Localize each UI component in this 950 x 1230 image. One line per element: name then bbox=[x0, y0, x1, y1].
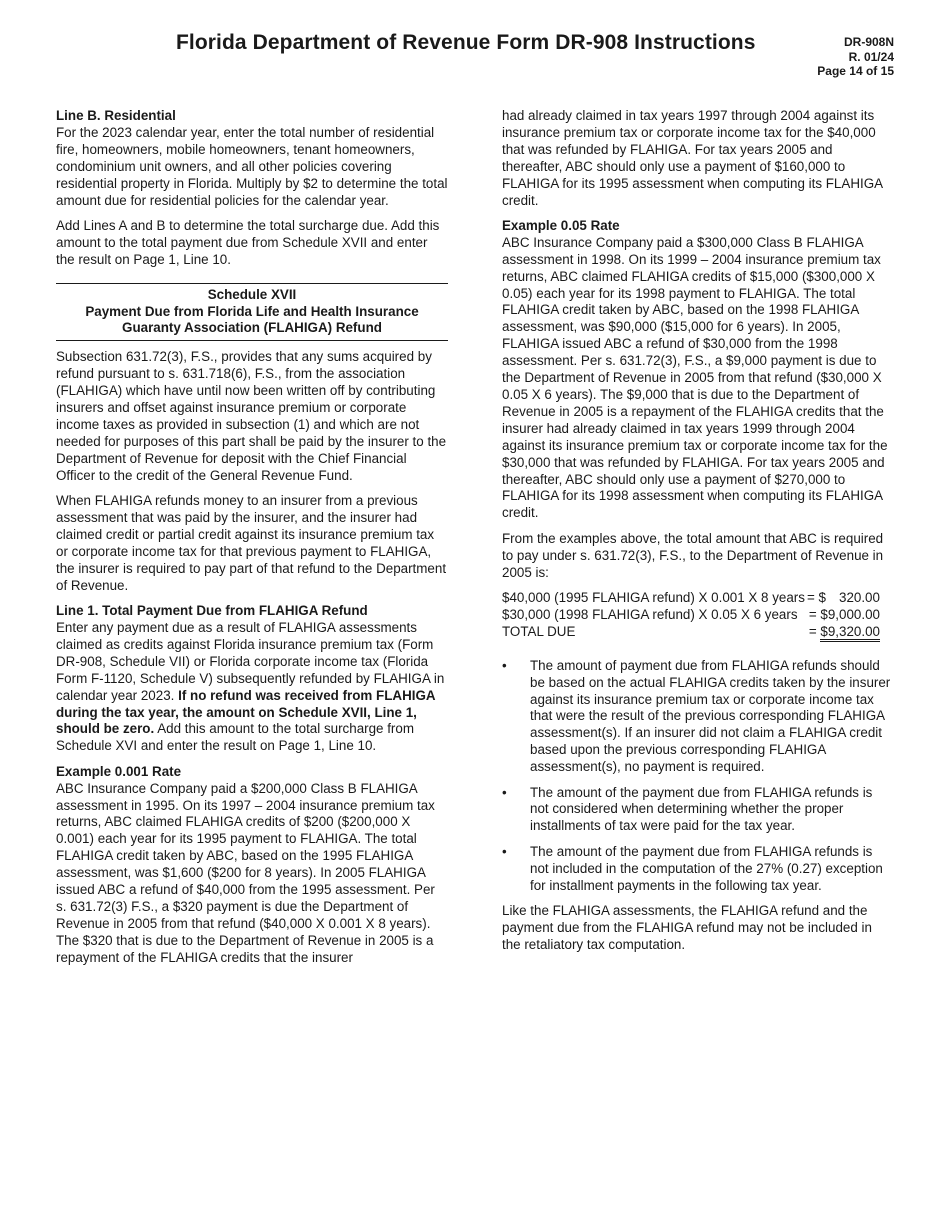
form-meta bbox=[817, 35, 894, 79]
example-001-heading: Example 0.001 Rate bbox=[56, 763, 182, 779]
when-refunds-paragraph: When FLAHIGA refunds money to an insurer from a previous assessment that was paid by the insurer, and the insurer had claimed credit or partial credit against its insurance premium tax or corporate income tax for that previous payment to FLAHIGA, the insurer is required to pay part of that refund to the Department of Revenue. bbox=[56, 493, 447, 593]
example-001-text: ABC Insurance Company paid a $200,000 Class B FLAHIGA assessment in 1995. On its 1997 – 2004 insurance premium tax returns, ABC claimed FLAHIGA credits of $200 ($200,000 X 0.001) each year for its 1995 payment to FLAHIGA. The total FLAHIGA credit taken by ABC, based on the 1995 FLAHIGA assessment, was $1,600 ($200 for 8 years). In 2005 FLAHIGA issued ABC a refund of $40,000 from the 1995 assessment. Per s. 631.72(3) F.S., a $320 payment is due the Department of Revenue in 2005 from that refund ($40,000 X 0.001 X 8 years). The $320 that is due to the Department of Revenue in 2005 is a repayment of the FLAHIGA credits that the insurer bbox=[56, 780, 435, 965]
form-revision: R. 01/24 bbox=[848, 49, 894, 64]
example-005-heading: Example 0.05 Rate bbox=[502, 217, 620, 233]
left-column bbox=[56, 108, 448, 975]
calc-amount: 320.00 bbox=[839, 589, 880, 605]
calc-label: $30,000 (1998 FLAHIGA refund) X 0.05 X 6 years bbox=[502, 606, 798, 622]
bullet-text: The amount of the payment due from FLAHIGA refunds is not included in the computation of the 27% (0.27) exception for installment payments in the following tax year. bbox=[530, 843, 883, 893]
line-1-bold-text: If no refund was received from FLAHIGA during the tax year, the amount on Schedule XVII, Line 1, should be zero. bbox=[56, 687, 436, 737]
schedule-xvii-header bbox=[56, 283, 448, 342]
summary-intro: From the examples above, the total amount that ABC is required to pay under s. 631.72(3), F.S., to the Department of Revenue in 2005 is: bbox=[502, 530, 884, 580]
line-b-heading: Line B. Residential bbox=[56, 108, 176, 123]
calc-amount: $9,000.00 bbox=[820, 606, 880, 622]
add-lines-paragraph: Add Lines A and B to determine the total surcharge due. Add this amount to the total payment due from Schedule XVII and enter the result on Page 1, Line 10. bbox=[56, 217, 440, 267]
calc-amount-cell bbox=[805, 607, 880, 624]
schedule-title: Schedule XVII bbox=[207, 286, 297, 302]
example-001-section bbox=[56, 764, 448, 967]
bullet-icon: • bbox=[502, 843, 507, 859]
example-005-section bbox=[502, 218, 894, 522]
line-1-section bbox=[56, 603, 448, 755]
subsection-paragraph: Subsection 631.72(3), F.S., provides that any sums acquired by refund pursuant to s. 631.718(6), F.S., from the association (FLAHIGA) which have until now been written off by contributing insurers and offset against insurance premium or corporate income taxes as provided in subsection (1) and which are not needed for purposes of this part shall be paid by the insurer to the Department of Revenue for deposit with the Chief Financial Officer to the credit of the General Revenue Fund. bbox=[56, 349, 447, 483]
total-amount: $9,320.00 bbox=[820, 624, 880, 642]
list-item bbox=[502, 844, 894, 895]
line-1-heading: Line 1. Total Payment Due from FLAHIGA Refund bbox=[56, 603, 368, 619]
bullet-text: The amount of the payment due from FLAHIGA refunds is not considered when determining whether the proper installments of tax were paid for the tax year. bbox=[530, 784, 873, 834]
bullet-text: The amount of payment due from FLAHIGA refunds should be based on the actual FLAHIGA credits taken by the insurer against its insurance premium tax or corporate income tax that were the result of the previous corresponding FLAHIGA assessment(s). If an insurer did not claim a FLAHIGA credit based upon the previous corresponding FLAHIGA assessment(s), no payment is required. bbox=[530, 657, 891, 775]
page-number: Page 14 of 15 bbox=[817, 64, 894, 78]
table-row bbox=[502, 590, 880, 607]
calc-eq: = $ bbox=[806, 589, 826, 605]
line-b-text: For the 2023 calendar year, enter the total number of residential fire, homeowners, mobile homeowners, tenant homeowners, condominium unit owners, and all other policies covering residential property in Florida. Multiply by $2 to determine the total amount due for residential policies for the calendar year. bbox=[56, 124, 448, 208]
list-item bbox=[502, 658, 894, 776]
bullet-icon: • bbox=[502, 784, 507, 800]
continuation-paragraph: had already claimed in tax years 1997 through 2004 against its insurance premium tax or corporate income tax for the $40,000 that was refunded by FLAHIGA. For tax years 2005 and thereafter, ABC should only use a payment of $160,000 to FLAHIGA for its 1995 assessment when computing its FLAHIGA credit. bbox=[502, 108, 883, 208]
right-column bbox=[502, 108, 894, 962]
calc-label: $40,000 (1995 FLAHIGA refund) X 0.001 X 8 years bbox=[502, 589, 805, 605]
calculation-table bbox=[502, 590, 880, 641]
total-eq: = bbox=[808, 623, 821, 639]
calc-eq: = bbox=[808, 606, 821, 622]
closing-paragraph: Like the FLAHIGA assessments, the FLAHIGA refund and the payment due from the FLAHIGA refund may not be included in the retaliatory tax computation. bbox=[502, 902, 872, 952]
table-row bbox=[502, 607, 880, 624]
calc-amount-cell bbox=[805, 590, 880, 607]
schedule-subtitle-line1: Payment Due from Florida Life and Health Insurance bbox=[85, 303, 419, 319]
schedule-subtitle-line2: Guaranty Association (FLAHIGA) Refund bbox=[122, 320, 382, 336]
line-1-text-after: Add this amount to the total surcharge from Schedule XVI and enter the result on Page 1, Line 10. bbox=[56, 721, 414, 754]
total-label: TOTAL DUE bbox=[502, 623, 576, 639]
example-005-text: ABC Insurance Company paid a $300,000 Class B FLAHIGA assessment in 1998. On its 1999 – 2004 insurance premium tax returns, ABC claimed FLAHIGA credits of $15,000 ($300,000 X 0.05) each year for its 1998 payment to FLAHIGA. The total FLAHIGA credit taken by ABC, based on the 1998 FLAHIGA assessment, was $90,000 ($15,000 for 6 years). In 2005, FLAHIGA issued ABC a refund of $30,000 from the 1998 assessment. Per s. 631.72(3), F.S., a $9,000 payment is due to the Department of Revenue in 2005 from that refund ($30,000 X 0.05 X 6 years). The $9,000 that is due to the Department of Revenue in 2005 is a repayment of the FLAHIGA credits that the insurer had already claimed in tax years 1999 through 2004 against its insurance premium tax or corporate income tax for the $30,000 that was refunded by FLAHIGA. For tax years 2005 and thereafter, ABC should only use a payment of $270,000 to FLAHIGA for its 1998 assessment when computing its FLAHIGA credit. bbox=[502, 234, 888, 521]
line-1-text: Enter any payment due as a result of FLAHIGA assessments claimed as credits against Florida insurance premium tax (Form DR-908, Schedule VII) or Florida corporate income tax (Florida Form F-1120, Schedule V) subsequently refunded by FLAHIGA in calendar year 2023. bbox=[56, 619, 445, 703]
bullet-list bbox=[502, 658, 894, 895]
bullet-icon: • bbox=[502, 657, 507, 673]
total-amount-cell bbox=[805, 624, 880, 641]
page-title: Florida Department of Revenue Form DR-908 Instructions bbox=[176, 31, 756, 54]
list-item bbox=[502, 785, 894, 836]
form-number: DR-908N bbox=[843, 35, 894, 49]
table-row bbox=[502, 624, 880, 641]
line-b-section bbox=[56, 108, 448, 209]
